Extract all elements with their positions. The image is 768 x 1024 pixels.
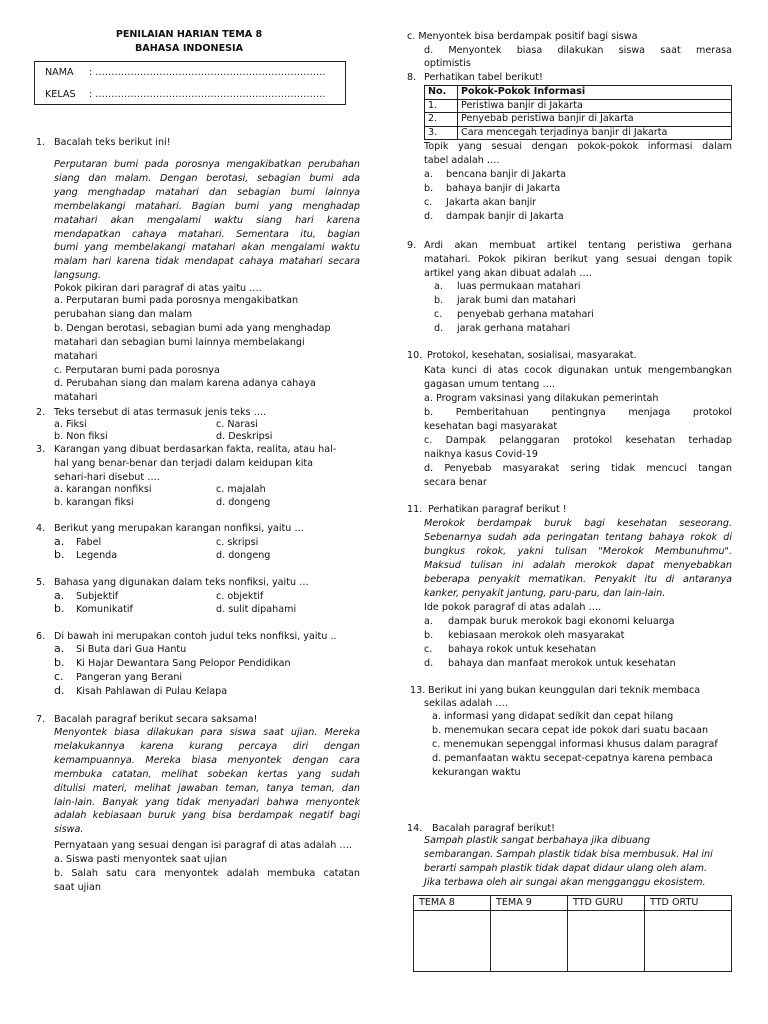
q2-prompt: Teks tersebut di atas termasuk jenis teks …. [54, 407, 267, 418]
q7-question: Pernyataan yang sesuai dengan isi paragraf di atas adalah …. [54, 840, 352, 851]
q4-option-b[interactable]: Legenda [76, 550, 118, 561]
question-number: 5. [36, 577, 46, 588]
question-number: 1. [36, 137, 46, 148]
table-cell: Penyebab peristiwa banjir di Jakarta [458, 113, 732, 127]
q2-option-a[interactable]: a. Fiksi [54, 419, 87, 430]
option-letter: b. [424, 630, 434, 641]
prompt-line: hal yang benar-benar dan terjadi dalam keidupan kita [54, 457, 314, 469]
passage-line: mendapatkan cahaya matahari. Sementara itu, bagian [54, 228, 360, 240]
q10-option-d[interactable]: d. Penyebab masyarakat sering tidak mencuci tangan [424, 463, 732, 474]
passage-line: membuka catatan, melihat sobekan kertas yang sudah [54, 768, 360, 780]
signature-cell[interactable] [414, 911, 491, 972]
signature-header-cell: TEMA 8 [414, 896, 491, 911]
q14-prompt: Bacalah paragraf berikut! [432, 823, 555, 834]
table-cell: 2. [425, 113, 458, 127]
q10-option-c[interactable]: c. Dampak pelanggaran protokol kesehatan terhadap [424, 435, 732, 446]
table-cell: Peristiwa banjir di Jakarta [458, 99, 732, 113]
q3-option-b[interactable]: b. karangan fiksi [54, 497, 134, 508]
q14-passage [424, 834, 732, 890]
info-table [424, 85, 732, 140]
option-letter: c. [424, 644, 433, 655]
question-number: 10. [407, 350, 423, 361]
q6-option-d[interactable]: Kisah Pahlawan di Pulau Kelapa [76, 686, 228, 697]
option-text: matahari [54, 392, 98, 404]
prompt-line: Ardi akan membuat artikel tentang peristiwa gerhana [424, 240, 732, 251]
q11-passage [424, 517, 732, 600]
q4-prompt: Berikut yang merupakan karangan nonfiksi, yaitu … [54, 523, 305, 534]
passage-line: bumi yang membelakangi matahari akan mengalami waktu [54, 242, 360, 254]
q8-option-d[interactable]: dampak banjir di Jakarta [446, 211, 564, 222]
q4-option-d[interactable]: d. dongeng [216, 550, 271, 561]
question-number: 9. [407, 240, 417, 251]
question-number: 6. [36, 631, 46, 642]
option-text[interactable]: d. Perubahan siang dan malam karena adanya cahaya [54, 378, 316, 390]
option-letter: b. [424, 183, 434, 194]
passage-line: Maksud tulisan ini adalah merokok dapat menyebabkan [424, 559, 732, 571]
q10-lead [424, 364, 732, 392]
question-number: 8. [407, 72, 417, 83]
q8-option-c[interactable]: Jakarta akan banjir [446, 197, 537, 208]
q10-option-a[interactable]: a. Program vaksinasi yang dilakukan pemerintah [424, 393, 659, 404]
q10-prompt: Protokol, kesehatan, sosialisai, masyarakat. [427, 350, 637, 361]
table-cell: 1. [425, 99, 458, 113]
kelas-label: KELAS [45, 89, 76, 100]
passage-line: beberapa penyakit mematikan. Penyakit itu di antaranya [424, 573, 732, 585]
q7-option-b-cont: saat ujian [54, 882, 101, 893]
q4-option-c[interactable]: c. skripsi [216, 537, 259, 548]
q3-option-c[interactable]: c. majalah [216, 484, 266, 495]
q6-option-c[interactable]: Pangeran yang Berani [76, 672, 183, 683]
passage-line: ditulisi materi, melihat jawaban teman, tanya teman, dan [54, 782, 360, 794]
q13-prompt: Berikut ini yang bukan keunggulan dari teknik membaca [428, 685, 701, 696]
option-letter: d. [424, 211, 434, 222]
q8-question: Topik yang sesuai dengan pokok-pokok informasi dalam [424, 141, 732, 152]
passage-line: sembarangan. Sampah plastik tidak bisa membusuk. Hal ini [424, 848, 713, 860]
passage-line: Menyontek biasa dilakukan para siswa saat ujian. Mereka [54, 727, 360, 738]
q4-option-a-letter: a. [54, 535, 65, 548]
prompt-line: matahari. Pokok pikiran berikut yang sesuai dengan topik [424, 253, 732, 265]
q2-option-b[interactable]: b. Non fiksi [54, 431, 108, 442]
q2-option-d[interactable]: d. Deskripsi [216, 431, 273, 442]
signature-row [414, 911, 732, 972]
signature-header-cell: TTD GURU [568, 896, 645, 911]
q10-option-c-cont: naiknya kasus Covid-19 [424, 449, 538, 460]
q13-options [432, 710, 732, 780]
prompt-line: Karangan yang dibuat berdasarkan fakta, realita, atau hal- [54, 444, 337, 455]
option-letter: a. [434, 281, 443, 292]
q13-prompt-cont: sekilas adalah …. [424, 698, 508, 709]
q13-option-b[interactable]: b. menemukan secara cepat ide pokok dari suatu bacaan [432, 724, 709, 736]
q13-option-d-cont: kekurangan waktu [432, 766, 521, 778]
table-cell: 3. [425, 126, 458, 140]
q4-option-a[interactable]: Fabel [76, 537, 102, 548]
q1-prompt: Bacalah teks berikut ini! [54, 137, 171, 148]
question-number: 4. [36, 523, 46, 534]
signature-cell[interactable] [568, 911, 645, 972]
signature-table [413, 895, 732, 972]
option-text[interactable]: b. Dengan berotasi, sebagian bumi ada yang menghadap [54, 322, 331, 334]
table-cell: Cara mencegah terjadinya banjir di Jakarta [458, 126, 732, 140]
option-text: matahari dan sebagian bumi lainnya membelakangi [54, 336, 305, 348]
passage-line: malam hari karena tidak mendapat cahaya matahari secara [54, 256, 360, 268]
passage-line: siang dan malam. Dengan berotasi, sebagian bumi ada [54, 172, 360, 184]
passage-line: kanker, penyakit jantung, paru-paru, dan lain-lain. [424, 587, 666, 599]
option-text[interactable]: a. Perputaran bumi pada porosnya mengakibatkan [54, 295, 299, 306]
q11-option-b[interactable]: kebiasaan merokok oleh masyarakat [448, 630, 625, 641]
q7-passage [54, 726, 360, 837]
identity-box [34, 61, 346, 105]
q6-option-letter: b. [54, 656, 65, 669]
table-header-cell: No. [425, 86, 458, 100]
q10-option-b-cont: kesehatan bagi masyarakat [424, 421, 558, 432]
q3-option-d[interactable]: d. dongeng [216, 497, 271, 508]
option-letter: c. [424, 197, 433, 208]
page-subtitle: BAHASA INDONESIA [134, 43, 244, 54]
q5-option-c[interactable]: c. objektif [216, 591, 264, 602]
q5-option-a[interactable]: Subjektif [76, 591, 119, 602]
q3-prompt [54, 443, 360, 485]
question-number: 3. [36, 444, 46, 455]
option-letter: a. [424, 169, 433, 180]
table-row [425, 126, 732, 140]
signature-cell[interactable] [645, 911, 732, 972]
nama-field[interactable]: : ……………………………………………………………… [89, 67, 326, 78]
passage-line: berarti sampah plastik tidak dapat didaur ulang oleh alam. [424, 862, 708, 874]
q7-option-c[interactable]: c. Menyontek bisa berdampak positif bagi siswa [407, 31, 638, 42]
q8-question-cont: tabel adalah …. [424, 155, 500, 166]
q6-option-b[interactable]: Ki Hajar Dewantara Sang Pelopor Pendidikan [76, 658, 291, 669]
passage-line: siswa. [54, 824, 84, 836]
q10-option-d-cont: secara benar [424, 477, 487, 488]
question-number: 2. [36, 407, 46, 418]
q9-option-c[interactable]: penyebab gerhana matahari [457, 309, 594, 320]
q10-option-b[interactable]: b. Pemberitahuan pentingnya menjaga protokol [424, 407, 732, 418]
passage-line: Merokok berdampak buruk bagi kesehatan seseorang. [424, 518, 732, 529]
q1-passage [54, 158, 360, 283]
option-letter: d. [434, 323, 444, 334]
q7-option-d[interactable]: d. Menyontek biasa dilakukan siswa saat merasa [424, 45, 732, 56]
q6-option-a[interactable]: Si Buta dari Gua Hantu [76, 644, 187, 655]
q8-prompt: Perhatikan tabel berikut! [424, 72, 543, 83]
question-number: 11. [407, 504, 423, 515]
q7-prompt: Bacalah paragraf berikut secara saksama! [54, 714, 258, 725]
q11-question: Ide pokok paragraf di atas adalah …. [424, 602, 602, 613]
q7-option-b[interactable]: b. Salah satu cara menyontek adalah membuka catatan [54, 868, 360, 879]
q11-option-a[interactable]: dampak buruk merokok bagi ekonomi keluarga [448, 616, 675, 627]
table-row [425, 99, 732, 113]
q9-option-a[interactable]: luas permukaan matahari [457, 281, 581, 292]
passage-line: kemampuannya. Mereka biasa menyontek dengan cara [54, 754, 360, 766]
q9-option-b[interactable]: jarak bumi dan matahari [457, 295, 576, 306]
passage-line: adalah kebiasaan buruk yang bisa berdampak negatif bagi [54, 810, 360, 822]
option-letter: b. [434, 295, 444, 306]
q9-option-d[interactable]: jarak gerhana matahari [457, 323, 571, 334]
table-header-row [425, 86, 732, 100]
passage-line: membelakangi matahari. Bagian bumi yang menghadap [54, 200, 360, 212]
q11-prompt: Perhatikan paragraf berikut ! [428, 504, 567, 515]
q5-option-b[interactable]: Komunikatif [76, 604, 133, 615]
q5-option-a-letter: a. [54, 589, 65, 602]
passage-line: lain-lain. Banyak yang tidak menyadari bahwa menyontek [54, 796, 360, 808]
prompt-line: sehari-hari disebut …. [54, 471, 160, 483]
q7-option-a[interactable]: a. Siswa pasti menyontek saat ujian [54, 854, 228, 865]
option-letter: d. [424, 658, 434, 669]
table-row [425, 113, 732, 127]
option-text: perubahan siang dan malam [54, 308, 193, 320]
question-number: 14. [407, 823, 423, 834]
signature-header-cell: TEMA 9 [491, 896, 568, 911]
prompt-line: Kata kunci di atas cocok digunakan untuk mengembangkan [424, 365, 732, 376]
signature-cell[interactable] [491, 911, 568, 972]
q13-option-a[interactable]: a. informasi yang didapat sedikit dan cepat hilang [432, 711, 674, 722]
passage-line: melakukannya karena kurang percaya diri dengan [54, 740, 360, 752]
q1-question: Pokok pikiran dari paragraf di atas yaitu …. [54, 283, 262, 294]
prompt-line: gagasan umum tentang …. [424, 378, 556, 390]
q2-option-c[interactable]: c. Narasi [216, 419, 258, 430]
q9-prompt [424, 239, 732, 281]
passage-line: langsung. [54, 270, 102, 282]
q1-options [54, 294, 360, 405]
q5-option-b-letter: b. [54, 602, 65, 615]
q5-prompt: Bahasa yang digunakan dalam teks nonfiksi, yaitu … [54, 577, 309, 588]
question-number: 13. [410, 685, 426, 696]
q6-option-letter: c. [54, 670, 64, 683]
option-letter: c. [434, 309, 443, 320]
q6-option-letter: a. [54, 642, 65, 655]
q8-option-a[interactable]: bencana banjir di Jakarta [446, 169, 566, 180]
table-header-cell: Pokok-Pokok Informasi [458, 86, 732, 100]
q11-option-d[interactable]: bahaya dan manfaat merokok untuk kesehatan [448, 658, 676, 669]
passage-line: Sebenarnya sudah ada peringatan tentang bahaya rokok di [424, 531, 732, 543]
option-text: matahari [54, 350, 98, 362]
kelas-field[interactable]: : ……………………………………………………………… [89, 89, 326, 100]
passage-line: Perputaran bumi pada porosnya mengakibatkan perubahan [54, 159, 360, 170]
q7-option-d-cont: optimistis [424, 58, 471, 69]
q6-prompt: Di bawah ini merupakan contoh judul teks nonfiksi, yaitu .. [54, 631, 337, 642]
question-number: 7. [36, 714, 46, 725]
passage-line: matahari akan mengalami waktu siang hari karena [54, 214, 360, 226]
q8-option-b[interactable]: bahaya banjir di Jakarta [446, 183, 561, 194]
q3-option-a[interactable]: a. karangan nonfiksi [54, 484, 152, 495]
signature-header-cell: TTD ORTU [645, 896, 732, 911]
q13-option-d[interactable]: d. pemanfaatan waktu secepat-cepatnya karena pembaca [432, 752, 713, 764]
prompt-line: artikel yang akan dibuat adalah …. [424, 267, 592, 279]
nama-label: NAMA [45, 67, 74, 78]
passage-line: Jika terbawa oleh air sungai akan mengganggu ekosistem. [424, 876, 706, 888]
passage-line: bungkus rokok, yakni tulisan "Merokok Membunuhmu". [424, 545, 732, 557]
option-text[interactable]: c. Perputaran bumi pada porosnya [54, 364, 220, 376]
q11-option-c[interactable]: bahaya rokok untuk kesehatan [448, 644, 597, 655]
q4-option-b-letter: b. [54, 548, 65, 561]
q13-option-c[interactable]: c. menemukan sepenggal informasi khusus dalam paragraf [432, 738, 718, 750]
passage-line: Sampah plastik sangat berbahaya jika dibuang [424, 835, 651, 846]
signature-header-row [414, 896, 732, 911]
q6-option-letter: d. [54, 684, 65, 697]
q5-option-d[interactable]: d. sulit dipahami [216, 604, 297, 615]
option-letter: a. [424, 616, 433, 627]
passage-line: yang menghadap matahari dan sebagian bumi lainnya [54, 186, 360, 198]
page-title: PENILAIAN HARIAN TEMA 8 [115, 29, 263, 40]
